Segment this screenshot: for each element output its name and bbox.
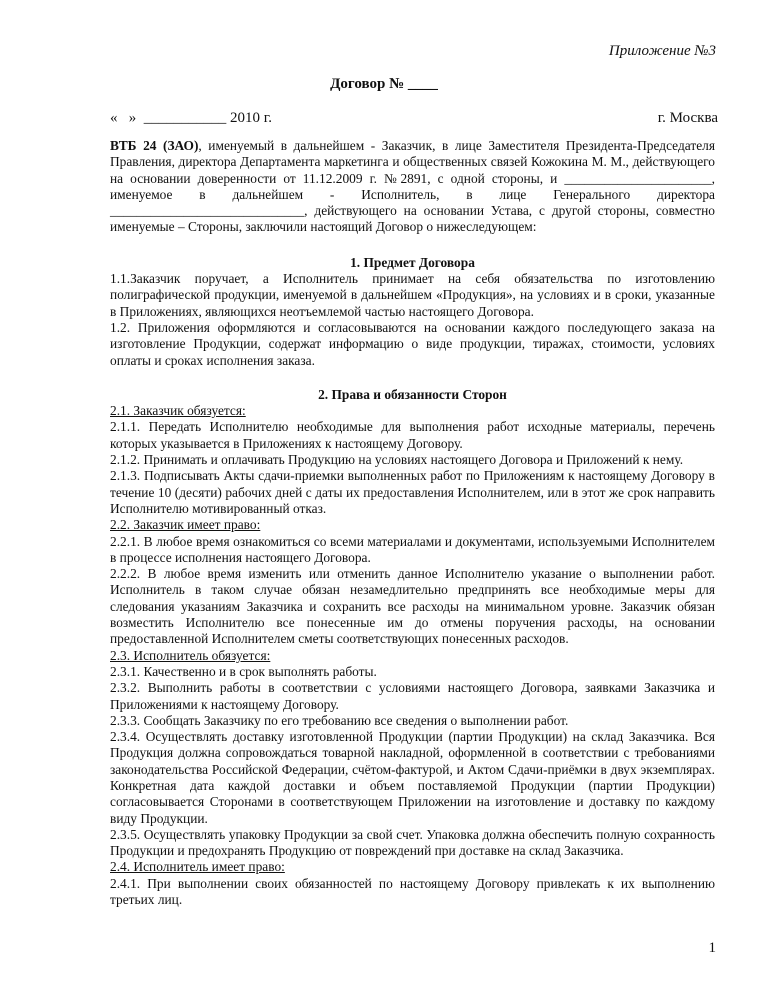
- contract-city: г. Москва: [657, 110, 718, 126]
- appendix-label: Приложение №3: [608, 43, 716, 59]
- clause-1-1: 1.1.Заказчик поручает, а Исполнитель принимает на себя обязательства по изготовлению полиграфической продукции, именуемой в дальнейшем «Продукция», на условиях и в сроки, указанные в Приложениях, являющихся неотъемлемой частью настоящего Договора.: [110, 271, 715, 319]
- clause-2-4-heading: 2.4. Исполнитель имеет право:: [110, 859, 285, 875]
- clause-2-3-4: 2.3.4. Осуществлять доставку изготовленной Продукции (партии Продукции) на склад Заказчика. Вся Продукция должна сопровождаться товарной накладной, оформленной в соответствии с требованиями законодательства Российской Федерации, счётом-фактурой, и Актом Сдачи-приёмки в двух экземплярах. Конкретная дата каждой доставки и объем поставляемой Продукции (партии Продукции) согласовывается Сторонами в соответствующем Приложении на изготовление и доставку по каждому виду Продукции.: [110, 729, 715, 826]
- preamble-text: , именуемый в дальнейшем - Заказчик, в лице Заместителя Президента-Председателя Правления, директора Департамента маркетинга и общественных связей Кожокина М. М., действующего на основании доверенности от 11.12.2009 г. №2891, с одной стороны, и ______________________, именуемое в дальнейшем - Исполнитель, в лице Генерального директора _____________________________, действующего на основании Устава, с другой стороны, совместно именуемые – Стороны, заключили настоящий Договор о нижеследующем:: [110, 138, 715, 235]
- party-name: ВТБ 24 (ЗАО): [110, 138, 199, 153]
- contract-date: « » ___________ 2010 г.: [110, 110, 272, 126]
- clause-2-1-heading: 2.1. Заказчик обязуется:: [110, 403, 246, 419]
- clause-2-3-2: 2.3.2. Выполнить работы в соответствии с условиями настоящего Договора, заявками Заказчика и Приложениями к настоящему Договору.: [110, 680, 715, 712]
- date-line: [110, 110, 718, 127]
- clause-2-3-1: 2.3.1. Качественно и в срок выполнять работы.: [110, 663, 377, 679]
- clause-2-1-3: 2.1.3. Подписывать Акты сдачи-приемки выполненных работ по Приложениям к настоящему Договору в течение 10 (десяти) рабочих дней с даты их предоставления Исполнителем, или в этот же срок направить Исполнителю мотивированный отказ.: [110, 468, 715, 516]
- clause-2-2-1: 2.2.1. В любое время ознакомиться со всеми материалами и документами, используемыми Исполнителем в процессе исполнения настоящего Договора.: [110, 533, 715, 565]
- contract-title: Договор № ____: [330, 76, 438, 92]
- clause-1-2: 1.2. Приложения оформляются и согласовываются на основании каждого последующего заказа на изготовление Продукции, содержат информацию о виде продукции, тиражах, стоимости, условиях оплаты и сроках исполнения заказа.: [110, 319, 715, 368]
- section-2-title: 2. Права и обязанности Сторон: [318, 386, 507, 402]
- clause-2-1-2: 2.1.2. Принимать и оплачивать Продукцию на условиях настоящего Договора и Приложений к нему.: [110, 452, 684, 468]
- clause-2-3-heading: 2.3. Исполнитель обязуется:: [110, 647, 271, 663]
- clause-2-3-5: 2.3.5. Осуществлять упаковку Продукции за свой счет. Упаковка должна обеспечить полную сохранность Продукции и предохранять Продукцию от повреждений при доставке на склад Заказчика.: [110, 826, 715, 859]
- clause-2-3-3: 2.3.3. Сообщать Заказчику по его требованию все сведения о выполнении работ.: [110, 712, 569, 728]
- clause-2-1-1: 2.1.1. Передать Исполнителю необходимые для выполнения работ исходные материалы, перечень которых указывается в Приложениях к настоящему Договору.: [110, 419, 715, 451]
- preamble: [110, 138, 715, 236]
- page-number: 1: [708, 940, 716, 956]
- clause-2-2-heading: 2.2. Заказчик имеет право:: [110, 517, 261, 533]
- clause-2-4-1: 2.4.1. При выполнении своих обязанностей по настоящему Договору привлекать к их выполнению третьих лиц.: [110, 875, 715, 908]
- contract-body: [110, 138, 715, 908]
- clause-2-2-2: 2.2.2. В любое время изменить или отменить данное Исполнителю указание о выполнении работ. Исполнитель в таком случае обязан незамедлительно предпринять все необходимые меры для следования указаниям Заказчика и сохранить все расходы на минимальном уровне. Заказчик обязан возместить Исполнителю все понесенные им до отмены поручения расходы, на основании предоставленной Исполнителем сметы соответствующих понесенных расходов.: [110, 566, 715, 647]
- section-1-title: 1. Предмет Договора: [350, 254, 475, 270]
